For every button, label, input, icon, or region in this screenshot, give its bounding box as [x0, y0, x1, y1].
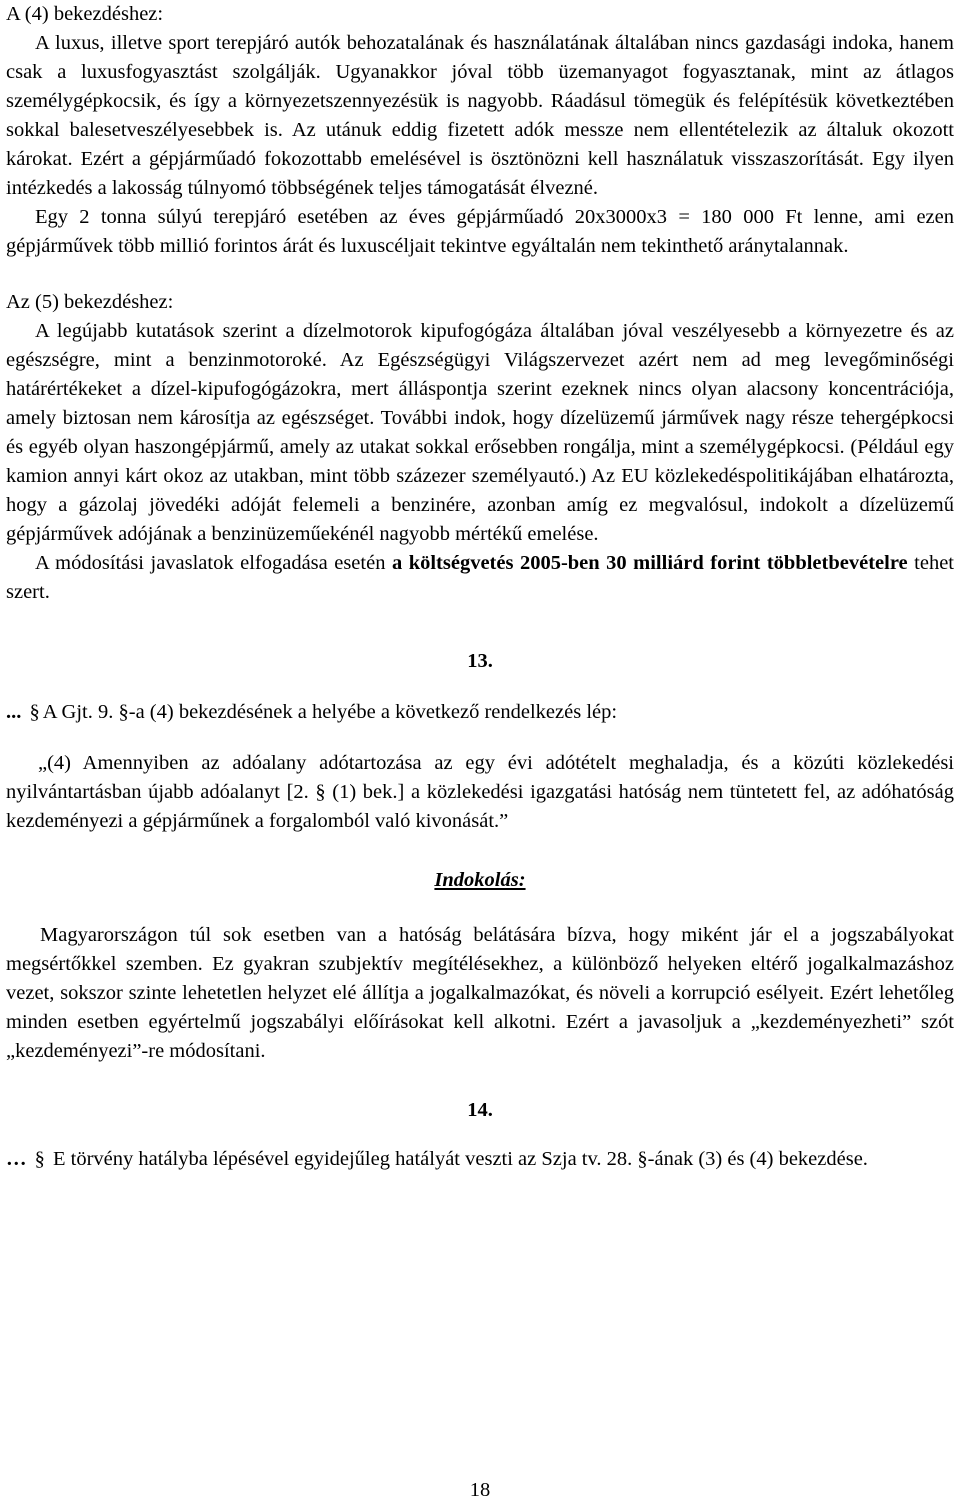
section-14-number: 14. — [467, 1099, 493, 1121]
section-13-intro-rest: -a (4) bekezdésének a helyébe a következő rendelkezés lép: — [128, 701, 618, 723]
section-5-heading: Az (5) bekezdéshez: — [6, 291, 174, 313]
page-number: 18 — [469, 1479, 491, 1501]
section-14-text — [6, 1145, 954, 1174]
ellipsis-mark-2: … — [6, 1148, 27, 1170]
section-5-paragraph-1: A legújabb kutatások szerint a dízelmotorok kipufogógáza általában jóval veszélyesebb a környezetre és az egészségre, mint a benzinmotoroké. Az Egészségügyi Világszervezet azért nem ad meg levegőminőségi határértékeket a dízel-kipufogógázokra, mert álláspontja szerint ezeknek nincs olyan alacsony koncentrációja, amely biztosan nem károsítja az egészséget. További indok, hogy dízelüzemű járművek nagy része tehergépkocsi és egyéb olyan haszongépjármű, amely az utakat sokkal erősebben rongálja, mint a személygépkocsi. (Például egy kamion annyi kárt okoz az utakban, mint több százezer személyautó.) Az EU közlekedéspolitikájában elhatározta, hogy a gázolaj jövedéki adóját felemeli a benzinére, azonban amíg ez megvalósul, indokolt a dízelüzemű gépjárművek adójának a benzinüzeműekénél nagyobb mértékű emelése. — [6, 320, 954, 545]
section-14-text-a: E törvény hatályba lépésével egyidejűleg hatályát veszti az Szja tv. 28. — [53, 1148, 633, 1170]
section-sign-5: § — [637, 1148, 648, 1170]
section-4-paragraph-1: A luxus, illetve sport terepjáró autók behozatalának és használatának általában nincs gazdasági indoka, hanem csak a luxusfogyasztást szolgálják. Ugyanakkor jóval több üzemanyagot fogyasztanak, mint az átlagos személygépkocsik, és így a környezetszennyezésük is nagyobb. Ráadásul tömegük és felépítésük következtében sokkal balesetveszélyesebbek is. Az utánuk eddig fizetett adók messze nem ellentételezik az általuk okozott károkat. Ezért a gépjárműadó fokozottabb emelésével is ösztönözni kell használatuk visszaszorítását. Egy ilyen intézkedés a lakosság túlnyomó többségének teljes támogatását élvezné. — [6, 32, 954, 199]
indokolas-heading: Indokolás: — [434, 869, 526, 891]
quote-part-1: „(4) Amennyiben az adóalany adótartozása az egy évi adótételt meghaladja, és a közúti közlekedési nyilvántartásban újabb adóalanyt [2. — [6, 752, 954, 803]
section-5-p2-end: tehet szert. — [6, 552, 954, 603]
section-sign-2: § — [118, 701, 129, 723]
section-13-number: 13. — [467, 650, 493, 672]
indokolas-text: Magyarországon túl sok esetben van a hatóság belátására bízva, hogy miként jár el a jogszabályokat megsértőkkel szemben. Ez gyakran szubjektív megítélésekhez, a különböző helyeken eltérő jogalkalmazáshoz vezet, sokszor szinte lehetetlen helyzet elé állítja a jogalkalmazókat, és növeli a korrupció esélyeit. Ezért lehetőleg minden esetben egyértelmű jogszabályi előírásokat kell alkotni. Ezért a javasoljuk a „kezdeményezheti” szót „kezdeményezi”-re módosítani. — [6, 924, 954, 1062]
section-4-heading: A (4) bekezdéshez: — [6, 3, 164, 25]
section-sign-3: § — [315, 781, 326, 803]
section-5-paragraph-2 — [6, 549, 954, 607]
section-5-p2-bold: a költségvetés 2005-ben 30 milliárd forint többletbevételre — [391, 552, 908, 574]
section-4-paragraph-2: Egy 2 tonna súlyú terepjáró esetében az éves gépjárműadó 20x3000x3 = 180 000 Ft lenne, ami ezen gépjárművek több millió forintos árát és luxuscéljait tekintve egyáltalán nem tekinthető aránytalannak. — [6, 206, 954, 257]
section-13-quote — [6, 749, 954, 836]
section-13-law-ref: A Gjt. 9. — [42, 701, 114, 723]
section-14-text-b: -ának (3) és (4) bekezdése. — [647, 1148, 868, 1170]
section-sign-4: § — [34, 1148, 45, 1170]
section-5-p2-start: A módosítási javaslatok elfogadása esetén — [35, 552, 392, 574]
section-13-intro — [6, 698, 954, 727]
quote-part-2: (1) bek.] a közlekedési igazgatási hatóság nem tüntetett fel, az adóhatóság kezdeményezi a gépjárműnek a forgalomból való kivonását.” — [6, 781, 955, 832]
section-sign: § — [29, 701, 40, 723]
ellipsis-mark: ... — [6, 701, 22, 723]
